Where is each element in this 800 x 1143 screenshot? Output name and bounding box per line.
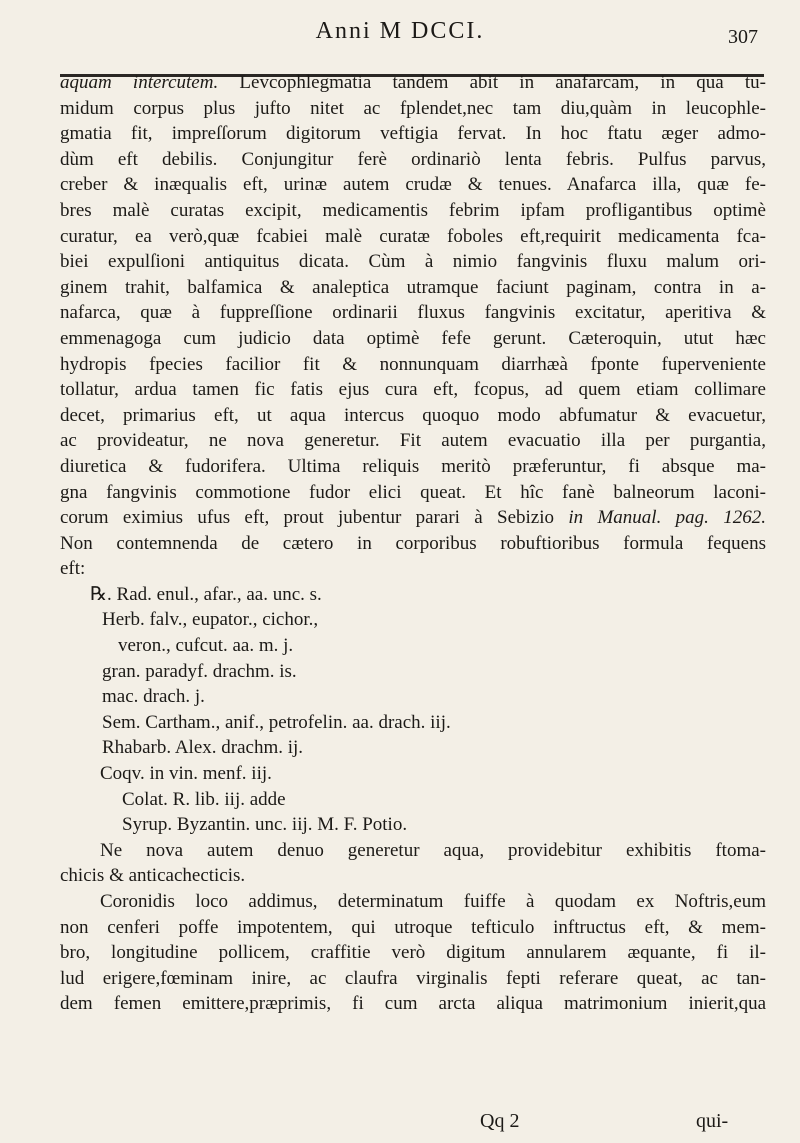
italic-text: aquam intercutem. (60, 72, 219, 93)
text-line (60, 889, 766, 915)
text-line (60, 582, 766, 608)
text-line (60, 556, 766, 582)
text-line (60, 198, 766, 224)
text-line (60, 377, 766, 403)
text-run: diuretica & fudorifera. Ultima reliquis meritò præferuntur, fi absque ma- (60, 455, 766, 477)
page-header (0, 18, 800, 78)
text-run: ac provideatur, ne nova generetur. Fit autem evacuatio illa per purgantia, (60, 430, 766, 452)
text-line (60, 710, 766, 736)
text-line (60, 428, 766, 454)
text-run: Sem. Cartham., anif., petrofelin. aa. drach. iij. (102, 711, 451, 733)
text-line (60, 480, 766, 506)
text-line (60, 633, 766, 659)
page-number: 307 (728, 26, 758, 48)
text-run: Ne nova autem denuo generetur aqua, providebitur exhibitis ftoma- (100, 839, 766, 861)
text-line (60, 659, 766, 685)
text-line (60, 275, 766, 301)
text-run: bres malè curatas excipit, medicamentis febrim ipfam profligantibus optimè (60, 199, 766, 221)
text-run: dem femen emittere,præprimis, fi cum arcta aliqua matrimonium inierit,qua (60, 993, 766, 1015)
text-run: Syrup. Byzantin. unc. iij. M. F. Potio. (122, 814, 408, 836)
text-run: Levcophlegmatia tandem abit in anafarcam, in qua tu- (218, 72, 766, 93)
italic-text: in Manual. pag. 1262. (568, 507, 766, 529)
text-line (60, 121, 766, 147)
text-run: Rhabarb. Alex. drachm. ij. (102, 737, 304, 759)
text-run: biei expulſioni antiquitus dicata. Cùm à nimio fangvinis fluxu malum ori- (60, 251, 766, 273)
text-line (60, 940, 766, 966)
text-run: tollatur, ardua tamen fic fatis ejus cura eft, fcopus, ad quem etiam collimare (60, 379, 766, 401)
text-line (60, 352, 766, 378)
text-line (60, 147, 766, 173)
text-line (60, 761, 766, 787)
text-run: nafarca, quæ à fuppreſſione ordinarii fluxus fangvinis excitatur, aperitiva & (60, 302, 766, 324)
text-line (60, 991, 766, 1017)
text-run: lud erigere,fœminam inire, ac claufra virginalis fepti referare queat, ac tan- (60, 967, 766, 989)
text-line (60, 326, 766, 352)
text-line (60, 96, 766, 122)
text-run: hydropis fpecies facilior fit & nonnunquam diarrhæà fponte fuperveniente (60, 353, 766, 375)
text-run: non cenferi poffe impotentem, qui utroque tefticulo inftructus eft, & mem- (60, 916, 766, 938)
text-run: eft: (60, 558, 86, 580)
text-line (60, 403, 766, 429)
text-line (60, 249, 766, 275)
text-line (60, 863, 766, 889)
text-run: ginem trahit, balfamica & analeptica utramque faciunt paginam, contra in a- (60, 276, 766, 298)
text-run: Non contemnenda de cætero in corporibus robuftioribus formula fequens (60, 532, 766, 554)
text-run: gran. paradyf. drachm. is. (102, 660, 297, 682)
text-line (60, 838, 766, 864)
text-line (60, 735, 766, 761)
text-run: Colat. R. lib. iij. adde (122, 788, 286, 810)
text-run: Coqv. in vin. menf. iij. (100, 763, 272, 785)
text-run: veron., cufcut. aa. m. j. (118, 635, 294, 657)
text-run: gna fangvinis commotione fudor elici queat. Et hîc fanè balneorum laconi- (60, 481, 766, 503)
text-line (60, 531, 766, 557)
text-run: Herb. falv., eupator., cichor., (102, 609, 319, 631)
running-head: Anni M DCCI. (315, 18, 485, 44)
text-line (60, 300, 766, 326)
text-run: Coronidis loco addimus, determinatum fuiffe à quodam ex Noftris,eum (100, 891, 766, 912)
text-line (60, 454, 766, 480)
text-line (60, 505, 766, 531)
catchword: qui- (696, 1110, 729, 1132)
text-run: emmenagoga cum judicio data optimè fefe gerunt. Cæteroquin, utut hæc (60, 327, 766, 349)
text-run: dùm eft debilis. Conjungitur ferè ordinariò lenta febris. Pulfus parvus, (60, 148, 766, 170)
page-footer (0, 1110, 800, 1140)
text-line (60, 224, 766, 250)
text-run: corum eximius ufus eft, prout jubentur parari à Sebizio (60, 507, 569, 529)
text-run: ℞. Rad. enul., afar., aa. unc. s. (90, 583, 322, 605)
text-run: chicis & anticachecticis. (60, 865, 246, 887)
text-line (60, 607, 766, 633)
text-run: midum corpus plus jufto nitet ac fplendet,nec tam diu,quàm in leucophle- (60, 97, 766, 119)
text-line (60, 812, 766, 838)
body-text (60, 70, 766, 1017)
text-run: curatur, ea verò,quæ fcabiei malè curatæ foboles eft,requirit medicamenta fca- (60, 225, 766, 247)
text-line (60, 684, 766, 710)
text-line (60, 787, 766, 813)
text-line (60, 70, 766, 96)
text-run: decet, primarius eft, ut aqua intercus quoquo modo abfumatur & evacuetur, (60, 404, 766, 426)
text-run: gmatia fit, impreſſorum digitorum veftigia fervat. In hoc ftatu æger admo- (60, 123, 766, 145)
text-line (60, 966, 766, 992)
text-line (60, 915, 766, 941)
text-run: mac. drach. j. (102, 686, 205, 708)
text-line (60, 172, 766, 198)
text-run: bro, longitudine pollicem, craffitie verò digitum annularem æquante, fi il- (60, 942, 766, 964)
text-run: creber & inæqualis eft, urinæ autem crudæ & tenues. Anafarca illa, quæ fe- (60, 174, 766, 196)
signature-mark: Qq 2 (480, 1110, 520, 1132)
